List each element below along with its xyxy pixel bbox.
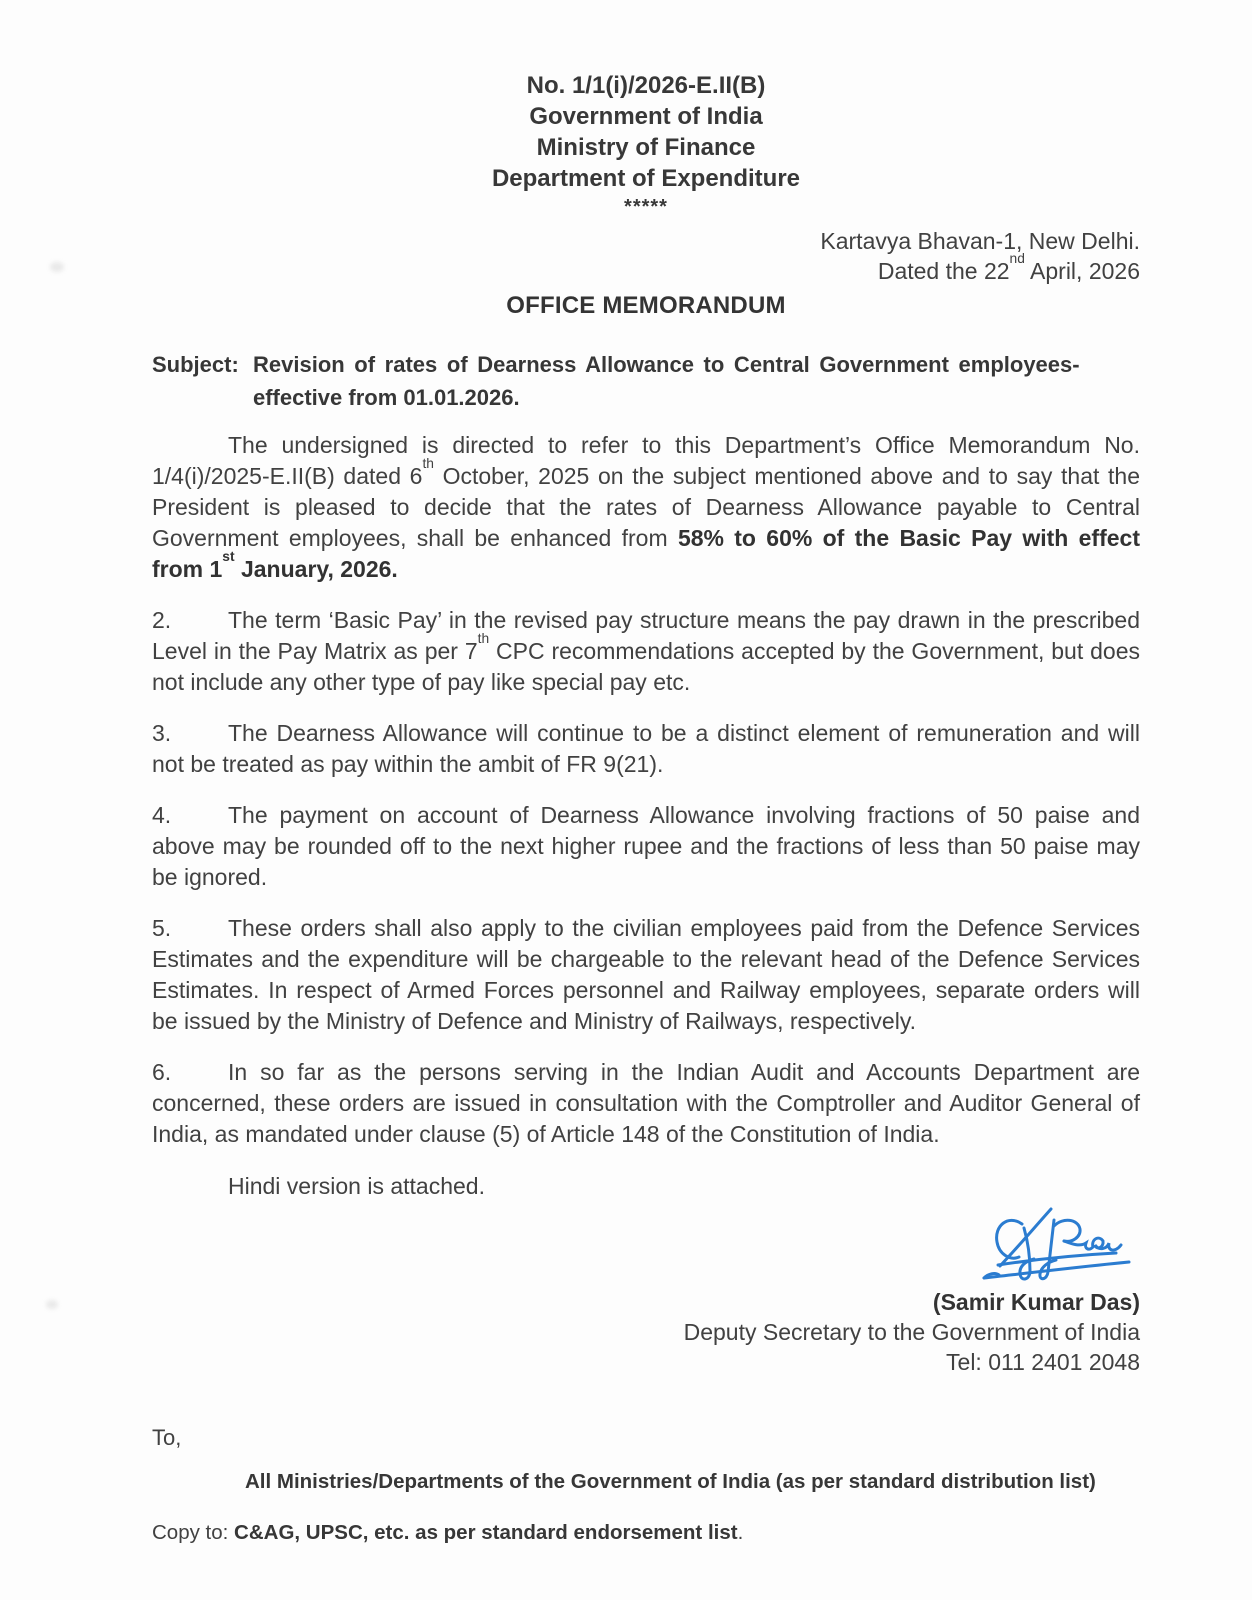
copy-to-text: C&AG, UPSC, etc. as per standard endorsement list — [234, 1521, 738, 1544]
government-line: Government of India — [529, 103, 763, 130]
ordinal-superscript: st — [222, 549, 235, 565]
document-title: OFFICE MEMORANDUM — [506, 292, 786, 319]
hindi-version-note: Hindi version is attached. — [228, 1173, 485, 1199]
separator-stars: ***** — [624, 196, 668, 218]
paragraph-1 — [152, 430, 1140, 585]
place-line: Kartavya Bhavan-1, New Delhi. — [820, 228, 1140, 254]
addressee-line: All Ministries/Departments of the Government of India (as per standard distribution list) — [245, 1470, 1096, 1493]
reference-number: No. 1/1(i)/2026-E.II(B) — [526, 72, 766, 99]
ordinal-superscript: th — [477, 631, 490, 647]
paragraph-number: 3. — [152, 720, 172, 746]
paragraph-text: CPC recommendations accepted by the Government, but does not include any other type of pay like special pay etc. — [152, 638, 1140, 695]
paragraph-text: In so far as the persons serving in the Indian Audit and Accounts Department are concerned, these orders are issued in consultation with the Comptroller and Auditor General of India, as mandated under clause (5) of Article 148 of the Constitution of India. — [152, 1059, 1140, 1147]
paragraph-text: The Dearness Allowance will continue to be a distinct element of remuneration and will not be treated as pay within the ambit of FR 9(21). — [152, 720, 1140, 777]
signatory-phone: Tel: 011 2401 2048 — [946, 1349, 1140, 1375]
paragraph-number: 2. — [152, 607, 172, 633]
place-date-block — [152, 226, 1140, 286]
paragraph-number: 5. — [152, 915, 172, 941]
subject-label: Subject: — [152, 352, 239, 377]
ordinal-superscript: th — [422, 456, 434, 472]
paragraph-text: These orders shall also apply to the civilian employees paid from the Defence Services Estimates and the expenditure will be chargeable to the relevant head of the Defence Services Estimates. In respect of Armed Forces personnel and Railway employees, separate orders will be issued by the Ministry of Defence and Ministry of Railways, respectively. — [152, 915, 1140, 1034]
date-text: Dated the 22 — [877, 258, 1010, 284]
paragraph-text: The undersigned is directed to refer to this Department’s Office Memorandum No. 1/4(i)/2025-E.II(B) dated 6 — [152, 432, 1140, 489]
paragraph-text: January, 2026. — [234, 556, 398, 582]
date-line — [152, 251, 1140, 286]
date-ordinal-superscript: nd — [1009, 251, 1025, 267]
paragraph-text: The term ‘Basic Pay’ in the revised pay structure means the pay drawn in the prescribed Level in the Pay Matrix as per 7 — [152, 607, 1140, 664]
scan-artifact — [46, 1300, 58, 1309]
paragraph-6 — [152, 1057, 1140, 1150]
paragraph-text: The payment on account of Dearness Allowance involving fractions of 50 paise and above may be rounded off to the next higher rupee and the fractions of less than 50 paise may be ignored. — [152, 802, 1140, 890]
to-label: To, — [152, 1425, 182, 1450]
subject-line2: effective from 01.01.2026. — [253, 385, 520, 410]
subject-block — [152, 348, 1140, 414]
signature-block — [152, 1204, 1140, 1377]
signature-ink — [968, 1204, 1136, 1282]
paragraph-number: 4. — [152, 802, 172, 828]
subject-line1: Revision of rates of Dearness Allowance to Central Government employees- — [253, 352, 1080, 377]
copy-to-label: Copy to: — [152, 1521, 235, 1544]
copy-to-period: . — [737, 1521, 744, 1544]
subject-text — [253, 348, 1140, 414]
ministry-line: Ministry of Finance — [536, 134, 756, 161]
signatory-name: (Samir Kumar Das) — [932, 1289, 1140, 1315]
signatory-designation: Deputy Secretary to the Government of India — [683, 1319, 1140, 1345]
paragraph-3 — [152, 718, 1140, 780]
paragraph-5 — [152, 913, 1140, 1037]
copy-to-line — [152, 1518, 1140, 1548]
date-text: April, 2026 — [1024, 258, 1140, 284]
paragraph-number: 6. — [152, 1059, 172, 1085]
paragraph-text: October, 2025 on the subject mentioned above and to say that the President is pleased to decide that the rates of Dearness Allowance payable to Central Government employees, shall be enhanced from — [152, 463, 1140, 551]
department-line: Department of Expenditure — [491, 165, 801, 192]
paragraph-text: 58% to 60% of the Basic Pay with effect from 1 — [152, 525, 1140, 582]
letterhead — [152, 70, 1140, 218]
scan-artifact — [50, 262, 64, 272]
paragraph-2 — [152, 605, 1140, 698]
paragraph-4 — [152, 800, 1140, 893]
